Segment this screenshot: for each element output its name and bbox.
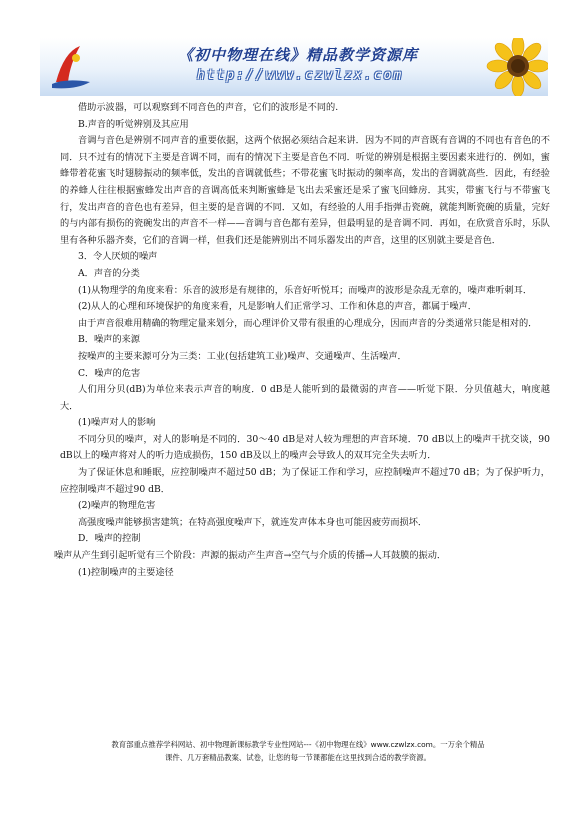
paragraph: (1)噪声对人的影响 bbox=[78, 417, 156, 429]
footer-line-2: 课件、几万套精品教案、试卷，让您的每一节课都能在这里找到合适的教学资源。 bbox=[164, 753, 432, 762]
header-banner bbox=[40, 38, 548, 96]
paragraph: 3．令人厌烦的噪声 bbox=[78, 251, 158, 263]
paragraph: (1)从物理学的角度来看：乐音的波形是有规律的，乐音好听悦耳；而噪声的波形是杂乱无章的，噪声难听刺耳． bbox=[78, 284, 533, 296]
paragraph: 人们用分贝(dB)为单位来表示声音的响度．0 dB是人能听到的最微弱的声音——听觉下限．分贝值越大，响度越大． bbox=[60, 384, 550, 412]
paragraph: C．噪声的危害 bbox=[78, 367, 141, 379]
paragraph: (2)噪声的物理危害 bbox=[78, 500, 156, 512]
paragraph: 噪声从产生到引起听觉有三个阶段：声源的振动产生声音→空气与介质的传播→人耳鼓膜的振动． bbox=[54, 550, 447, 562]
paragraph: D．噪声的控制 bbox=[78, 533, 141, 545]
paragraph: 不同分贝的噪声，对人的影响是不同的．30～40 dB是对人较为理想的声音环境．70 dB以上的噪声干扰交谈，90 dB以上的噪声将对人的听力造成损伤，150 dB及以上的噪声会导致人的双耳完全失去听力． bbox=[60, 433, 550, 462]
paragraph: 按噪声的主要来源可分为三类：工业(包括建筑工业)噪声、交通噪声、生活噪声． bbox=[78, 350, 407, 362]
banner-title: 《初中物理在线》精品教学资源库 bbox=[177, 46, 418, 64]
paragraph: 由于声音很难用精确的物理定量来划分，而心理评价又带有很重的心理成分，因而声音的分类通常只能是相对的． bbox=[78, 317, 538, 329]
sunflower-icon bbox=[478, 38, 548, 96]
paragraph: A．声音的分类 bbox=[78, 267, 140, 279]
paragraph: 为了保证休息和睡眠，应控制噪声不超过50 dB；为了保证工作和学习，应控制噪声不超过70 dB；为了保护听力，应控制噪声不超过90 dB． bbox=[60, 467, 550, 495]
paragraph: 音调与音色是辨别不同声音的重要依据，这两个依据必须结合起来讲．因为不同的声音既有音调的不同也有音色的不同．只不过有的情况下主要是音调不同，而有的情况下主要是音色不同．听觉的辨别是根据主要因素来进行的．例如，蜜蜂带着花蜜飞时翅膀振动的频率低，发出的音调就低些；不带花蜜飞时振动的频率高，发出的音调就高些．因此，有经验的养蜂人往往根据蜜蜂发出声音的音调高低来判断蜜蜂是飞出去采蜜还是采了蜜飞回蜂房．其实，带蜜飞行与不带蜜飞行，发出声音的音色也有差异，但主要的是音调的不同．又如，有经验的人用手指弹击瓷碗，就能判断瓷碗的质量，完好的与内部有损伤的瓷碗发出的声音不一样——音调与音色都有差异，但最明显的是音调不同．再如，在欣赏音乐时，乐队里有各种乐器齐奏，它们的音调一样，但我们还是能辨别出不同乐器发出的声音，这里的区别就主要是音色． bbox=[60, 135, 550, 246]
site-logo-icon bbox=[46, 42, 94, 92]
paragraph: (1)控制噪声的主要途径 bbox=[78, 566, 174, 578]
paragraph: 高强度噪声能够损害建筑；在特高强度噪声下，就连发声体本身也可能因疲劳而损坏． bbox=[78, 516, 428, 528]
document-body bbox=[54, 100, 550, 581]
paragraph: B．噪声的来源 bbox=[78, 334, 140, 346]
paragraph: (2)从人的心理和环境保护的角度来看，凡是影响人们正常学习、工作和休息的声音，都属于噪声． bbox=[78, 301, 477, 313]
paragraph: 借助示波器，可以观察到不同音色的声音，它们的波形是不同的. bbox=[78, 102, 339, 113]
page-footer bbox=[48, 738, 548, 764]
footer-line-1: 教育部重点推荐学科网站、初中物理新课标教学专业性网站---《初中物理在线》www.czwlzx.com。一万余个精品 bbox=[111, 740, 485, 749]
paragraph: B.声音的听觉辨别及其应用 bbox=[78, 118, 189, 130]
banner-url[interactable]: http://www.czwlzx.com bbox=[196, 68, 404, 83]
